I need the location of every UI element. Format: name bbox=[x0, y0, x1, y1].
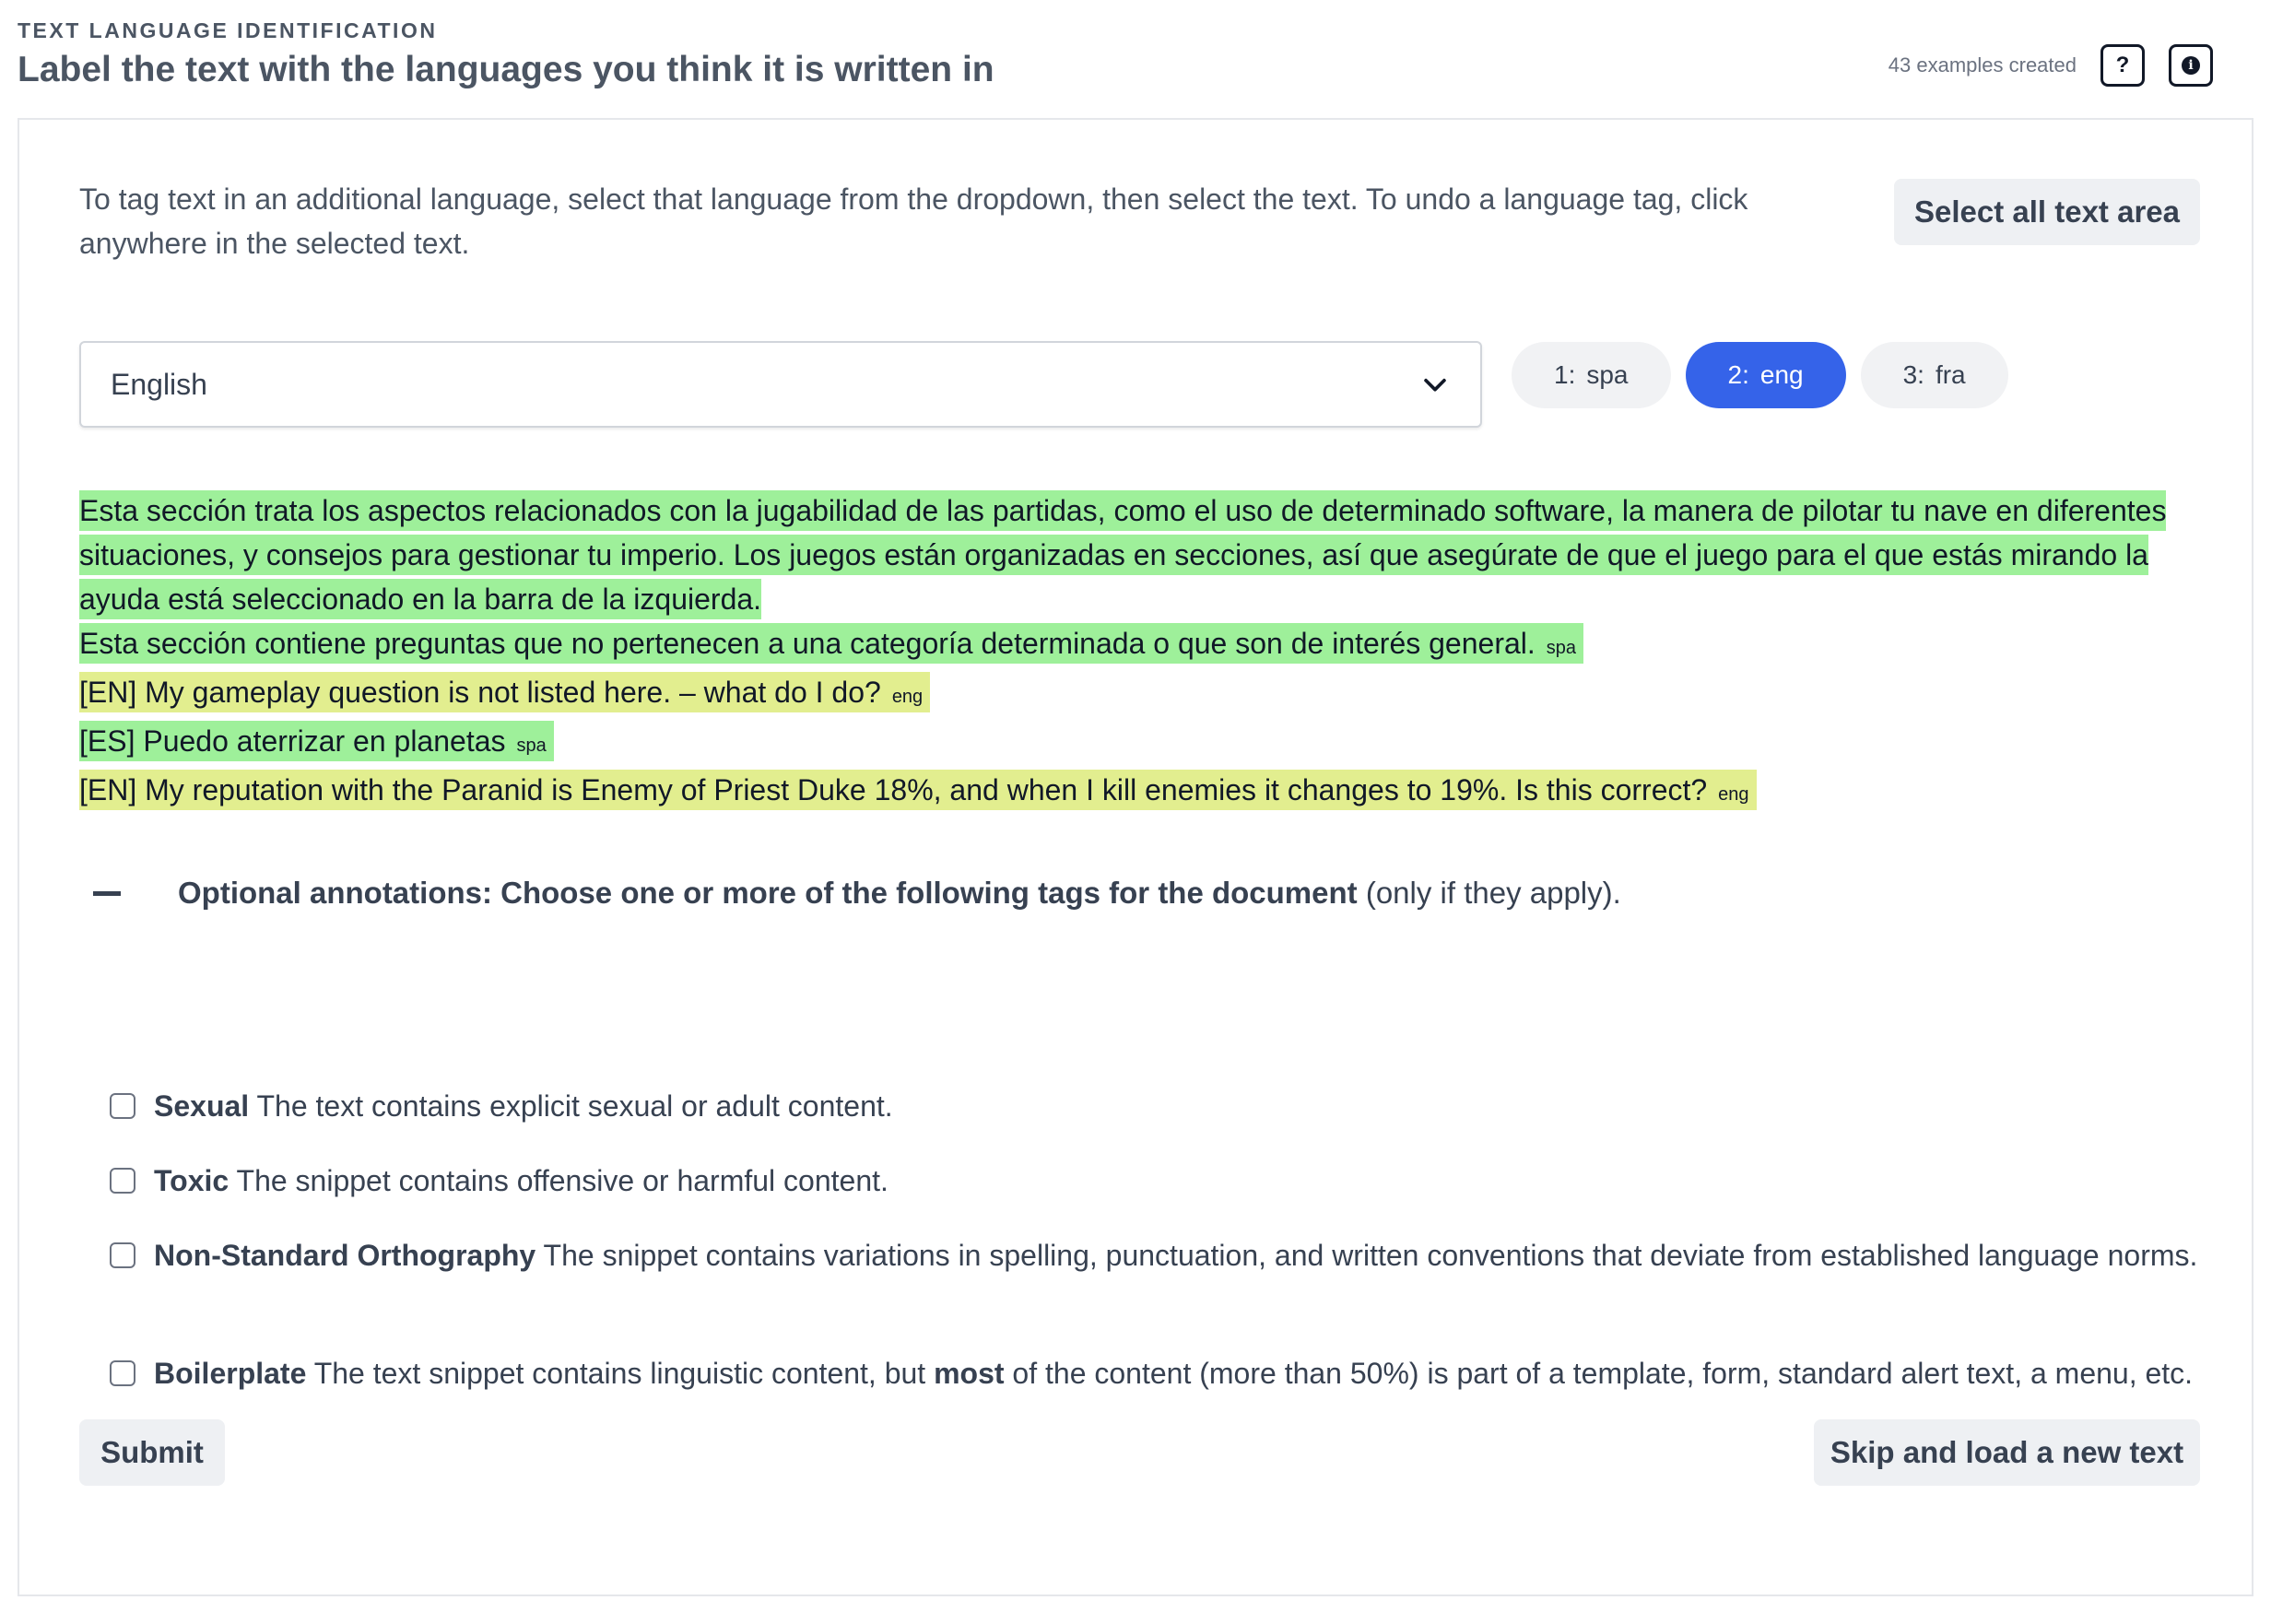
option-sexual bbox=[110, 1084, 2230, 1128]
pill-code: eng bbox=[1759, 360, 1804, 389]
language-pill-fra[interactable] bbox=[1861, 342, 2008, 408]
examples-count: 43 examples created bbox=[1888, 53, 2077, 76]
option-text bbox=[154, 1351, 2193, 1395]
pill-number: 2: bbox=[1727, 360, 1749, 389]
page-title: Label the text with the languages you think it is written in bbox=[18, 50, 994, 89]
tagged-text-area[interactable] bbox=[79, 488, 2208, 817]
chevron-down-icon bbox=[1419, 369, 1451, 400]
option-title: Sexual bbox=[154, 1089, 250, 1123]
option-title: Non-Standard Orthography bbox=[154, 1239, 536, 1272]
pill-number: 1: bbox=[1554, 360, 1576, 389]
option-toxic bbox=[110, 1159, 2230, 1203]
pill-code: spa bbox=[1586, 360, 1629, 389]
language-tag-label: eng bbox=[891, 687, 924, 707]
language-tag-label: spa bbox=[516, 736, 547, 756]
option-title: Boilerplate bbox=[154, 1357, 307, 1390]
instructions-text: To tag text in an additional language, select that language from the dropdown, then select the text. To undo a language tag, click anywhere in the selected text. bbox=[79, 182, 1748, 260]
option-description-end: of the content (more than 50%) is part of a template, form, standard alert text, a menu, etc. bbox=[1004, 1357, 2194, 1390]
option-description: The text snippet contains linguistic content, but bbox=[306, 1357, 935, 1390]
segment-text: [EN] My gameplay question is not listed here. – what do I do? bbox=[79, 676, 881, 709]
boilerplate-checkbox[interactable] bbox=[110, 1360, 135, 1386]
annotation-panel bbox=[18, 118, 2253, 1596]
language-tag-label: eng bbox=[1718, 784, 1749, 805]
text-segment-spa[interactable] bbox=[79, 721, 554, 761]
pill-number: 3: bbox=[1902, 360, 1924, 389]
help-button[interactable] bbox=[2100, 44, 2145, 87]
language-pills bbox=[1512, 342, 2008, 408]
toxic-checkbox[interactable] bbox=[110, 1168, 135, 1194]
option-description: The text contains explicit sexual or adult content. bbox=[249, 1089, 893, 1123]
info-button[interactable] bbox=[2169, 44, 2213, 87]
text-segment-spa[interactable] bbox=[79, 490, 2166, 619]
minus-icon bbox=[93, 891, 121, 896]
option-boilerplate bbox=[110, 1351, 2230, 1395]
option-text bbox=[154, 1159, 888, 1203]
option-text bbox=[154, 1233, 2197, 1277]
segment-text: [ES] Puedo aterrizar en planetas bbox=[79, 724, 506, 758]
option-emphasis: most bbox=[934, 1357, 1005, 1390]
eyebrow-label: TEXT LANGUAGE IDENTIFICATION bbox=[18, 18, 438, 42]
language-tag-label: spa bbox=[1546, 638, 1577, 658]
language-pill-eng[interactable] bbox=[1686, 342, 1846, 408]
info-icon: i bbox=[2182, 56, 2200, 75]
non-standard-orthography-checkbox[interactable] bbox=[110, 1242, 135, 1268]
question-icon: ? bbox=[2115, 53, 2130, 77]
option-non-standard-orthography bbox=[110, 1233, 2230, 1277]
segment-text: Esta sección trata los aspectos relacionados con la jugabilidad de las partidas, como el uso de determinado software, la manera de pilotar tu nave en diferentes situaciones, y consejos para gestionar tu imperio. Los juegos están organizadas en secciones, así que asegúrate de que el juego para el que estás mirando la ayuda está seleccionado en la barra de la izquierda. bbox=[79, 494, 2167, 616]
optional-annotations-toggle[interactable] bbox=[93, 876, 1621, 911]
text-segment-spa[interactable] bbox=[79, 623, 1583, 664]
header-actions bbox=[1889, 44, 2213, 87]
language-dropdown[interactable] bbox=[79, 341, 1482, 428]
submit-button[interactable]: Submit bbox=[79, 1419, 225, 1486]
text-segment-eng[interactable] bbox=[79, 770, 1757, 810]
option-description: The snippet contains offensive or harmful content. bbox=[229, 1164, 888, 1197]
option-text bbox=[154, 1084, 893, 1128]
option-description: The snippet contains variations in spelling, punctuation, and written conventions that deviate from established language norms. bbox=[535, 1239, 2198, 1272]
select-all-text-button[interactable]: Select all text area bbox=[1894, 179, 2200, 245]
segment-text: Esta sección contiene preguntas que no pertenecen a una categoría determinada o que son de interés general. bbox=[79, 627, 1536, 660]
skip-button[interactable]: Skip and load a new text bbox=[1814, 1419, 2200, 1486]
language-pill-spa[interactable] bbox=[1512, 342, 1671, 408]
text-segment-eng[interactable] bbox=[79, 672, 930, 712]
optional-annotations-label bbox=[178, 876, 1621, 911]
language-dropdown-value: English bbox=[111, 367, 207, 401]
optional-annotations-bold: Optional annotations: Choose one or more of the following tags for the document bbox=[178, 876, 1358, 910]
option-title: Toxic bbox=[154, 1164, 229, 1197]
segment-text: [EN] My reputation with the Paranid is Enemy of Priest Duke 18%, and when I kill enemies it changes to 19%. Is this correct? bbox=[79, 773, 1708, 806]
pill-code: fra bbox=[1935, 360, 1966, 389]
optional-annotations-rest: (only if they apply). bbox=[1357, 876, 1621, 910]
sexual-checkbox[interactable] bbox=[110, 1093, 135, 1119]
